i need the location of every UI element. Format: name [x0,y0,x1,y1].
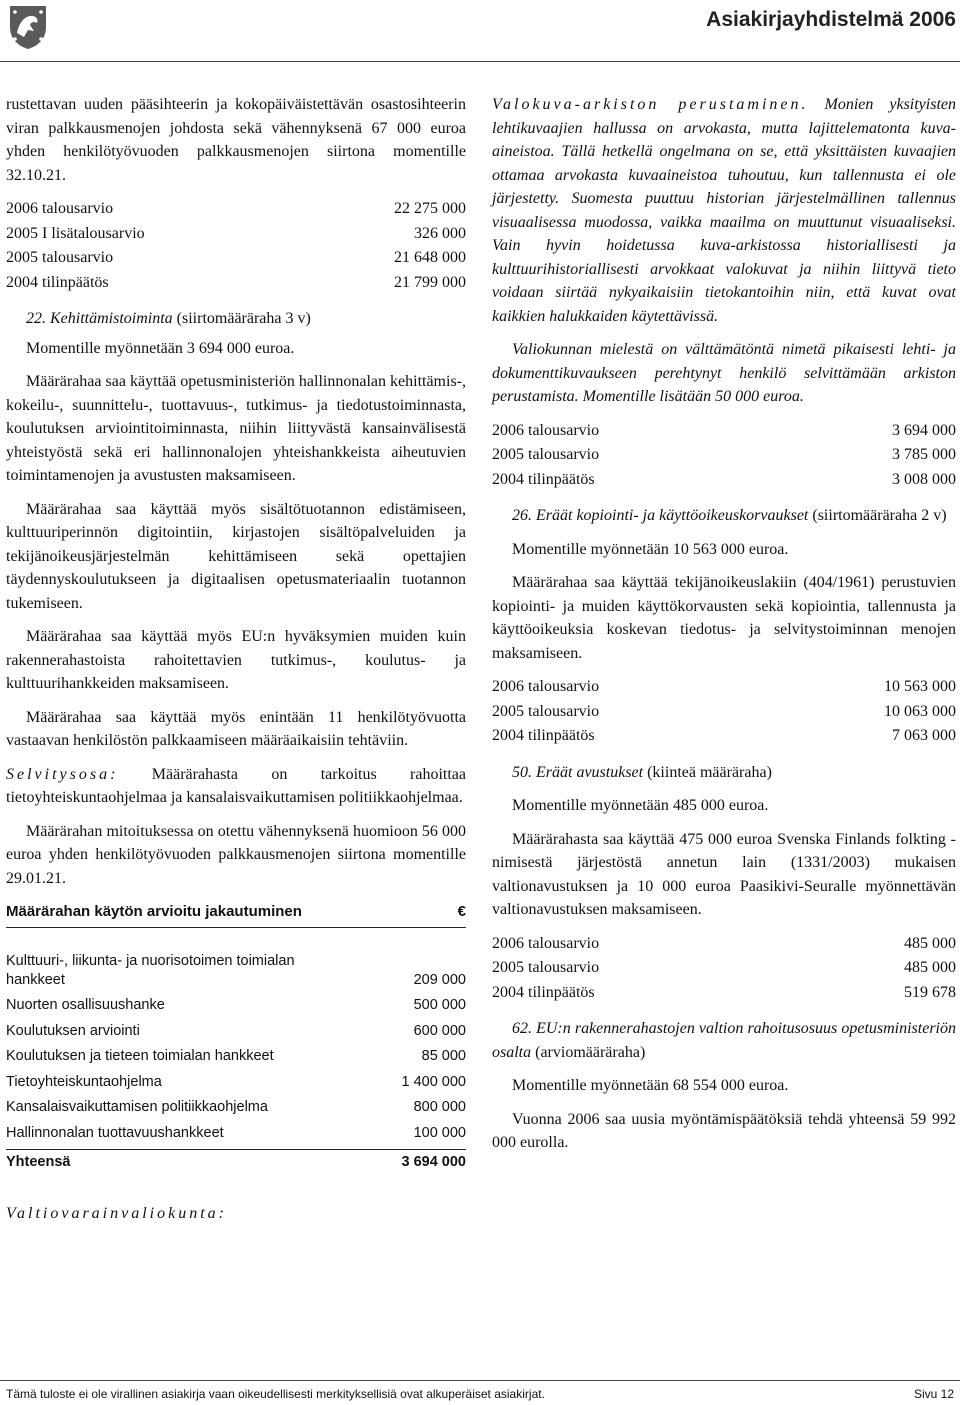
figure-row: 2005 talousarvio 10 063 000 [492,702,956,720]
distribution-title: Määrärahan käytön arvioitu jakautuminen € [6,900,466,928]
section-50-heading: 50. Eräät avustukset (kiinteä määräraha) [512,763,772,781]
paragraph: Määrärahasta saa käyttää 475 000 euroa Svenska Finlands folkting -nimisestä järjestöstä annetun lain (1331/2003) mukaisen valtionavustuksen ja 10 000 euroa Paasikivi-Seuralle myönnettävän valtionavustuksen maksamiseen. [492,830,956,918]
figure-row: 2006 talousarvio 3 694 000 [492,421,956,439]
page-footer [6,1387,954,1401]
section-22-appropriation: Momentille myönnetään 3 694 000 euroa. [26,339,295,357]
figure-row: 2004 tilinpäätös 21 799 000 [6,273,466,291]
figure-row: 2004 tilinpäätös 7 063 000 [492,727,956,744]
figure-row: 2004 tilinpäätös 3 008 000 [492,470,956,488]
paragraph: Valiokunnan mielestä on välttämätöntä nimetä pikaisesti lehti- ja dokumenttikuvaukseen perehtynyt henkilö selvittämään arkiston perustamista. Momentille lisätään 50 000 euroa. [492,341,956,405]
paragraph: Määrärahaa saa käyttää opetusministeriön hallinnonalan kehittämis-, kokeilu-, suunnittelu-, tuottavuus-, tutkimus- ja tiedotustoiminnasta, koulutuksen arviointitoiminnasta, niihin liittyvästä kansainvälisestä yhteistyöstä sekä eri hallinnonalojen yhteishankkeista aiheutuvien toimintamenojen ja avustusten maksamiseen. [6,373,466,484]
figure-row: 2004 tilinpäätös 519 678 [492,983,956,1001]
selvitysosa-paragraph: Selvitysosa: Määrärahasta on tarkoitus rahoittaa tietoyhteiskuntaohjelmaa ja kansalaisvaikuttamisen politiikkaohjelmaa. [6,765,467,806]
figure-row: 2005 talousarvio 485 000 [492,959,956,976]
figures-table-1 [6,197,466,295]
right-column [492,93,956,1165]
distribution-table [6,952,466,1173]
table-row: Nuorten osallisuushanke 500 000 [6,997,466,1013]
selvitysosa-label: Selvitysosa: [6,765,119,783]
figure-row: 2006 talousarvio 10 563 000 [492,678,956,695]
page-number: Sivu 12 [913,1387,954,1401]
intro-paragraph: rustettavan uuden pääsihteerin ja kokopäiväistettävän osastosihteerin viran palkkausmenojen johdosta sekä vähennyksenä 67 000 euroa yhden henkilötyövuoden palkkausmenojen siirtona momentille 32.10.21. [6,96,466,184]
paragraph: Määrärahaa saa käyttää myös sisältötuotannon edistämiseen, kulttuuriperinnön digitointiin, kirjastojen sisältöpalveluiden ja tekijänoikeusjärjestelmän kehittämiseen sekä opettajien täydennyskoulutukseen ja digitaalisen opetusmateriaalin tuotannon tukemiseen. [6,500,466,612]
section-50-appropriation: Momentille myönnetään 485 000 euroa. [512,797,769,814]
figure-row: 2006 talousarvio 22 275 000 [6,200,466,217]
paragraph: Määrärahaa saa käyttää myös enintään 11 henkilötyövuotta vastaavan henkilöstön palkkaamiseen määräaikaisiin tehtäviin. [6,708,466,749]
table-row: Kansalaisvaikuttamisen politiikkaohjelma 800 000 [6,1099,466,1115]
paragraph: Määrärahaa saa käyttää myös EU:n hyväksymien muiden kuin rakennerahastoista rahoitettavien tutkimus-, koulutus- ja kulttuurihankkeiden maksamiseen. [6,628,466,692]
figure-row: 2006 talousarvio 485 000 [492,934,956,952]
paragraph: Määrärahaa saa käyttää tekijänoikeuslakiin (404/1961) perustuvien kopiointi- ja muiden käyttökorvausten sekä kopiointia, tallennusta ja käyttöoikeuksia koskevan tiedotus- ja selvitystoiminnan menojen maksamiseen. [492,574,956,662]
page-header [0,0,960,60]
section-62-appropriation: Momentille myönnetään 68 554 000 euroa. [512,1077,789,1094]
photo-archive-paragraph: Valokuva-arkiston perustaminen. Monien yksityisten lehtikuvaajien hallussa on arvokasta, mutta lajittelematonta kuva-aineistoa. Tällä hetkellä ongelmana on se, että yksittäisten kuvaajien ottamaa arvokasta kuvaaineistoa tuhoutuu, kun tallennusta ei ole järjestetty. Suomesta puuttuu historian järjestelmällinen tallennus visuaalisessa muodossa, vaikka maailma on muuttunut visuaaliseksi. Vain hyvin hoidetussa kuva-arkistossa historiallisesti ja kulttuurihistoriallisesti arvokkaat valokuvat ja niihin liittyvä tieto voidaan siirtää nykyaikaisiin tietokantoihin niin, että kuvat ovat kaikkien halukkaiden käytettävissä. [492,96,956,325]
figure-row: 2005 talousarvio 21 648 000 [6,249,466,266]
table-row: Tietoyhteiskuntaohjelma 1 400 000 [6,1073,466,1090]
section-26-heading: 26. Eräät kopiointi- ja käyttöoikeuskorvaukset (siirtomääräraha 2 v) [512,507,947,524]
table-total-row: Yhteensä 3 694 000 [6,1149,466,1172]
paragraph: Vuonna 2006 saa uusia myöntämispäätöksiä tehdä yhteensä 59 992 000 eurolla. [492,1110,956,1151]
left-column [6,93,466,1236]
figures-table-3 [492,675,956,749]
header-rule [0,61,960,62]
header-title: Asiakirjayhdistelmä 2006 [706,8,956,31]
section-22-heading: 22. Kehittämistoiminta (siirtomääräraha 3 v) Momentille myönnetään 3 694 000 euroa. [26,307,466,360]
table-row: Koulutuksen ja tieteen toimialan hankkeet 85 000 [6,1048,466,1064]
finnish-lion-coat-of-arms-icon [6,3,50,51]
section-62-heading: 62. EU:n rakennerahastojen valtion rahoitusosuus opetusministeriön osalta (arviomääräraha) [492,1020,956,1061]
footer-rule [0,1380,960,1381]
figure-row: 2005 I lisätalousarvio 326 000 [6,224,466,242]
figures-table-4 [492,932,956,1006]
table-row: Koulutuksen arviointi 600 000 [6,1022,466,1039]
valtiovarainvaliokunta-label: Valtiovarainvaliokunta: [6,1205,227,1222]
figures-table-2 [492,419,956,493]
paragraph: Määrärahan mitoituksessa on otettu vähennyksenä huomioon 56 000 euroa yhden henkilötyövuoden palkkausmenojen siirtona momentille 29.01.21. [6,822,466,887]
table-row: Kulttuuri-, liikunta- ja nuorisotoimen toimialan hankkeet 209 000 [6,952,466,988]
figure-row: 2005 talousarvio 3 785 000 [492,446,956,463]
photo-archive-label: Valokuva-arkiston perustaminen. [492,96,809,113]
section-26-appropriation: Momentille myönnetään 10 563 000 euroa. [512,540,789,558]
table-row: Hallinnonalan tuottavuushankkeet 100 000 [6,1124,466,1141]
footer-disclaimer: Tämä tuloste ei ole virallinen asiakirja vaan oikeudellisesti merkityksellisiä ovat alkuperäiset asiakirjat. [6,1387,545,1401]
